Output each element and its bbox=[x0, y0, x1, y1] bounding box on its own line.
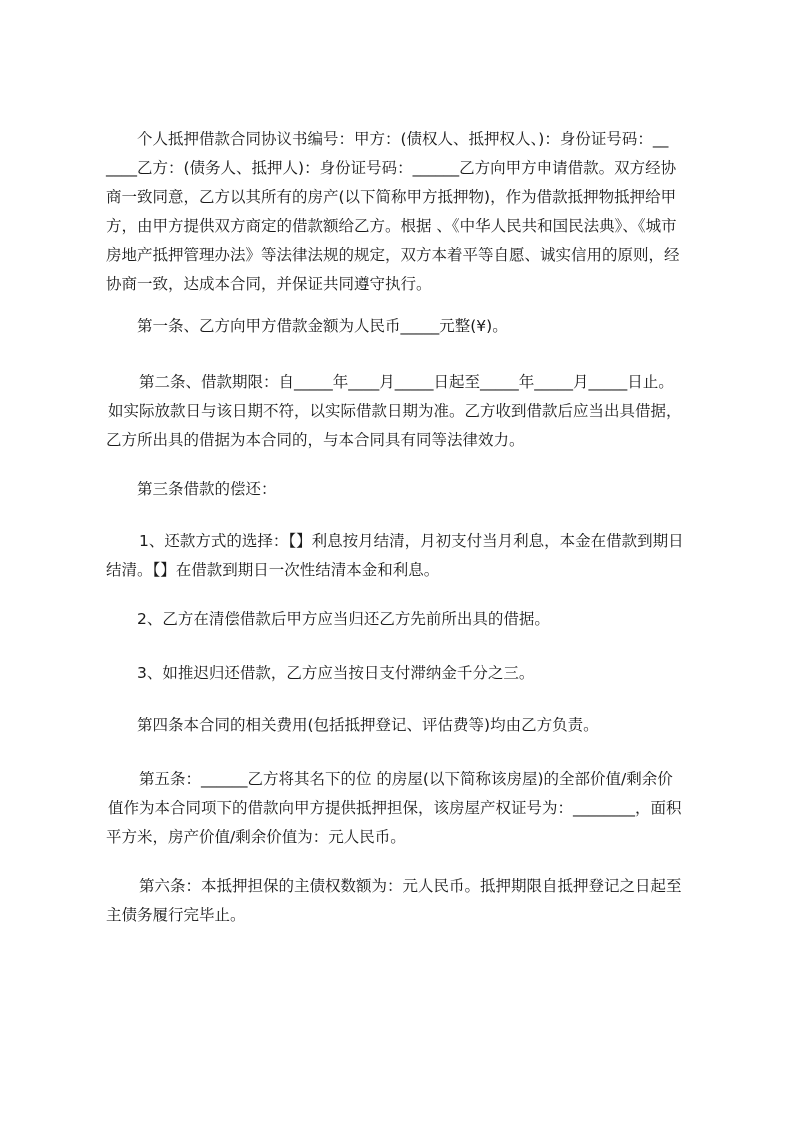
text-line: 协商一致，达成本合同，并保证共同遵守执行。 bbox=[106, 275, 432, 293]
text-line: 乙方所出具的借据为本合同的，与本合同具有同等法律效力。 bbox=[106, 431, 525, 449]
article-3-3-paragraph bbox=[137, 659, 712, 688]
text-line: 第二条、借款期限：自_____年____月_____日起至_____年_____月_____日止。 bbox=[139, 373, 674, 391]
text-line: 房地产抵押管理办法》等法律法规的规定，双方本着平等自愿、诚实信用的原则，经 bbox=[106, 246, 680, 264]
article-5-paragraph bbox=[106, 765, 706, 852]
article-1-paragraph bbox=[137, 312, 712, 341]
text-line: 2、乙方在清偿借款后甲方应当归还乙方先前所出具的借据。 bbox=[137, 610, 550, 628]
text-line: 1、还款方式的选择：【】利息按月结清，月初支付当月利息，本金在借款到期日 bbox=[139, 532, 684, 550]
article-3-1-paragraph bbox=[106, 527, 706, 585]
text-line: 如实际放款日与该日期不符，以实际借款日期为准。乙方收到借款后应当出具借据， bbox=[108, 402, 682, 420]
article-6-paragraph bbox=[106, 872, 706, 930]
text-line: 第一条、乙方向甲方借款金额为人民币_____元整(¥)。 bbox=[137, 317, 508, 335]
text-line: 结清。【】在借款到期日一次性结清本金和利息。 bbox=[106, 561, 440, 579]
text-line: 平方米，房产价值/剩余价值为：元人民币。 bbox=[106, 828, 406, 846]
text-line: 3、如推迟归还借款，乙方应当按日支付滞纳金千分之三。 bbox=[137, 664, 535, 682]
text-line: ____乙方：(债务人、抵押人)：身份证号码：______乙方向甲方申请借款。双方经协 bbox=[106, 159, 677, 177]
text-line: 值作为本合同项下的借款向甲方提供抵押担保，该房屋产权证号为：________，面积 bbox=[108, 799, 682, 817]
article-4-paragraph bbox=[137, 711, 712, 740]
article-2-paragraph bbox=[106, 368, 706, 455]
text-line: 第五条：______乙方将其名下的位 的房屋(以下简称该房屋)的全部价值/剩余价 bbox=[139, 770, 673, 788]
text-line: 第四条本合同的相关费用(包括抵押登记、评估费等)均由乙方负责。 bbox=[137, 716, 599, 734]
article-3-heading bbox=[137, 475, 712, 504]
article-3-2-paragraph bbox=[137, 605, 712, 634]
text-line: 主债务履行完毕止。 bbox=[106, 906, 246, 924]
intro-paragraph bbox=[106, 125, 706, 299]
text-line: 商一致同意，乙方以其所有的房产(以下简称甲方抵押物)，作为借款抵押物抵押给甲 bbox=[106, 188, 677, 206]
text-line: 方，由甲方提供双方商定的借款额给乙方。根据 、《中华人民共和国民法典》、《城市 bbox=[106, 217, 677, 235]
text-line: 第三条借款的偿还： bbox=[137, 480, 277, 498]
text-line: 个人抵押借款合同协议书编号：甲方：(债权人、抵押权人、)：身份证号码：__ bbox=[137, 130, 669, 148]
text-line: 第六条：本抵押担保的主债权数额为：元人民币。抵押期限自抵押登记之日起至 bbox=[139, 877, 682, 895]
